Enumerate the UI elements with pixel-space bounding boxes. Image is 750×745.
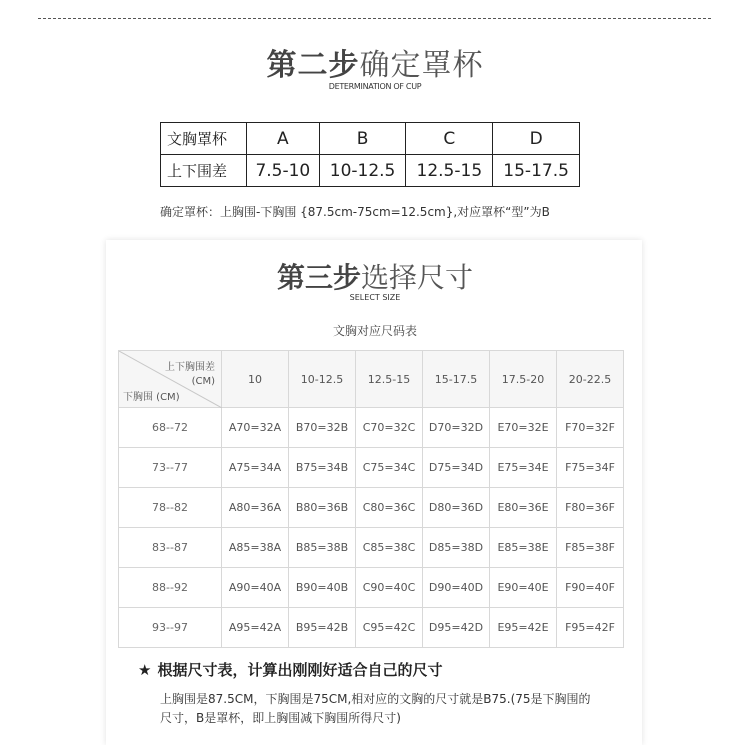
- size-cell: C75=34C: [356, 448, 423, 488]
- column-header: 15-17.5: [423, 351, 490, 408]
- size-cell: C90=40C: [356, 568, 423, 608]
- cup-row: [161, 123, 580, 155]
- diff-row-label: 上下围差: [161, 155, 247, 187]
- diff-cell: 7.5-10: [247, 155, 320, 187]
- column-header: 12.5-15: [356, 351, 423, 408]
- row-label: 83--87: [119, 528, 222, 568]
- size-cell: E90=40E: [490, 568, 557, 608]
- size-cell: F70=32F: [557, 408, 624, 448]
- row-label: 78--82: [119, 488, 222, 528]
- cup-note: 确定罩杯：上胸围-下胸围 {87.5cm-75cm=12.5cm},对应罩杯“型”为B: [160, 205, 550, 219]
- table-row: [119, 408, 624, 448]
- cup-table: [160, 122, 580, 187]
- cup-cell: C: [406, 123, 493, 155]
- size-cell: A80=36A: [222, 488, 289, 528]
- size-cell: C95=42C: [356, 608, 423, 648]
- step2-subtitle: DETERMINATION OF CUP: [328, 82, 422, 91]
- cup-cell: A: [247, 123, 320, 155]
- size-cell: A75=34A: [222, 448, 289, 488]
- column-header: 10: [222, 351, 289, 408]
- size-cell: B95=42B: [289, 608, 356, 648]
- row-label: 93--97: [119, 608, 222, 648]
- size-cell: B90=40B: [289, 568, 356, 608]
- size-cell: F75=34F: [557, 448, 624, 488]
- step3-title-bold: 第三步: [276, 261, 361, 294]
- step3-title: [0, 256, 750, 296]
- size-cell: D75=34D: [423, 448, 490, 488]
- corner-top-line1: 上下胸围差: [165, 362, 215, 373]
- size-cell: D80=36D: [423, 488, 490, 528]
- size-cell: F90=40F: [557, 568, 624, 608]
- step2-title-bold: 第二步: [266, 48, 360, 83]
- size-cell: A85=38A: [222, 528, 289, 568]
- size-cell: B75=34B: [289, 448, 356, 488]
- table-row: [119, 528, 624, 568]
- diff-cell: 12.5-15: [406, 155, 493, 187]
- size-cell: B80=36B: [289, 488, 356, 528]
- table-row: [119, 448, 624, 488]
- size-cell: E80=36E: [490, 488, 557, 528]
- size-table-corner: [119, 351, 222, 408]
- size-cell: C85=38C: [356, 528, 423, 568]
- tip-text: 根据尺寸表，计算出刚刚好适合自己的尺寸: [157, 661, 443, 679]
- size-cell: E85=38E: [490, 528, 557, 568]
- size-table-header: [119, 351, 624, 408]
- cup-row-label: 文胸罩杯: [161, 123, 247, 155]
- column-header: 20-22.5: [557, 351, 624, 408]
- size-tip: [138, 659, 442, 680]
- size-table-caption: 文胸对应尺码表: [332, 324, 417, 338]
- size-cell: E95=42E: [490, 608, 557, 648]
- cup-cell: B: [319, 123, 406, 155]
- size-cell: A95=42A: [222, 608, 289, 648]
- cup-cell: D: [493, 123, 580, 155]
- table-row: [119, 608, 624, 648]
- size-cell: D85=38D: [423, 528, 490, 568]
- size-cell: D90=40D: [423, 568, 490, 608]
- size-cell: D95=42D: [423, 608, 490, 648]
- step3-title-rest: 选择尺寸: [361, 261, 474, 294]
- size-cell: A70=32A: [222, 408, 289, 448]
- table-row: [119, 568, 624, 608]
- corner-bottom-label: 下胸围 (CM): [123, 392, 180, 403]
- row-label: 88--92: [119, 568, 222, 608]
- size-table: [118, 350, 624, 648]
- table-row: [119, 488, 624, 528]
- diff-row: [161, 155, 580, 187]
- corner-top-line2: (CM): [191, 376, 215, 387]
- size-cell: B70=32B: [289, 408, 356, 448]
- top-dashed-divider: [38, 18, 711, 19]
- diff-cell: 15-17.5: [493, 155, 580, 187]
- star-icon: ★: [138, 661, 152, 679]
- row-label: 73--77: [119, 448, 222, 488]
- size-cell: F80=36F: [557, 488, 624, 528]
- size-cell: F95=42F: [557, 608, 624, 648]
- size-cell: A90=40A: [222, 568, 289, 608]
- size-cell: E70=32E: [490, 408, 557, 448]
- diff-cell: 10-12.5: [319, 155, 406, 187]
- corner-top-label: [165, 361, 215, 389]
- size-cell: E75=34E: [490, 448, 557, 488]
- row-label: 68--72: [119, 408, 222, 448]
- size-cell: F85=38F: [557, 528, 624, 568]
- step2-title: [0, 40, 750, 84]
- column-header: 17.5-20: [490, 351, 557, 408]
- size-cell: D70=32D: [423, 408, 490, 448]
- size-cell: C80=36C: [356, 488, 423, 528]
- step2-title-rest: 确定罩杯: [359, 48, 484, 83]
- size-explanation: 上胸围是87.5CM，下胸围是75CM,相对应的文胸的尺寸就是B75.(75是下胸围的尺寸，B是罩杯，即上胸围减下胸围所得尺寸): [160, 692, 591, 725]
- size-cell: C70=32C: [356, 408, 423, 448]
- column-header: 10-12.5: [289, 351, 356, 408]
- size-cell: B85=38B: [289, 528, 356, 568]
- step3-subtitle: SELECT SIZE: [349, 293, 401, 302]
